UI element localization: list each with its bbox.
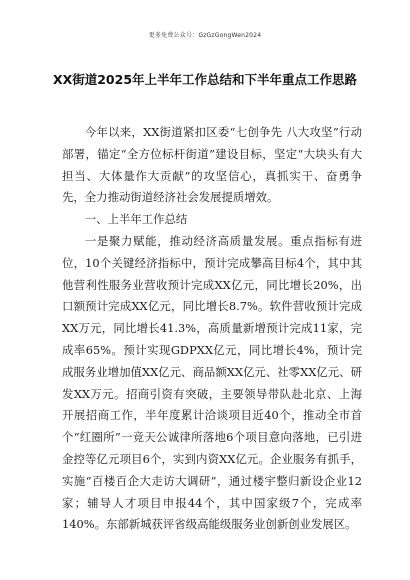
section-heading: 一、上半年工作总结 — [84, 212, 188, 227]
document-title: XX街道2025年上半年工作总结和下半年重点工作思路 — [52, 72, 358, 87]
intro-paragraph: 今年以来，XX街道紧扣区委“七创争先 八大攻坚”行动部署，锚定“全方位标杆街道”建设目标，坚定“大块头有大担当、大体量作大贡献”的攻坚信心，真抓实干、奋勇争先，全力推动街道经济社会发展提质增效。 — [62, 125, 362, 205]
header-note: 更多免费公众号：GzGzGongWen2024 — [148, 32, 262, 39]
document-body — [62, 122, 362, 536]
section-paragraph: 一是聚力赋能，推动经济高质量发展。重点指标有进位，10个关键经济指标中，预计完成攀高目标4个，其中其他营利性服务业营收预计完成XX亿元，同比增长20%，出口额预计完成XX亿元，同比增长8.7%。软件营收预计完成XX万元，同比增长41.3%，高质量新增预计完成11家，完成率65%。预计实现GDPXX亿元，同比增长4%，预计完成服务业增加值XX亿元、商品额XX亿元、社零XX亿元、研发XX万元。招商引资有突破，主要领导带队赴北京、上海开展招商工作，半年度累计洽谈项目近40个，推动全市首个“红圈所”一竞天公诚律所落地6个项目意向落地，已引进金控等亿元项目6个，实到内资XX亿元。企业服务有抓手，实施“百楼百企大走访大调研”，通过楼宇整归新设企业12家；辅导人才项目申报44个，其中国家级7个，完成率140%。东部新城获评省级高能级服务业创新创业发展区。 — [62, 233, 362, 532]
